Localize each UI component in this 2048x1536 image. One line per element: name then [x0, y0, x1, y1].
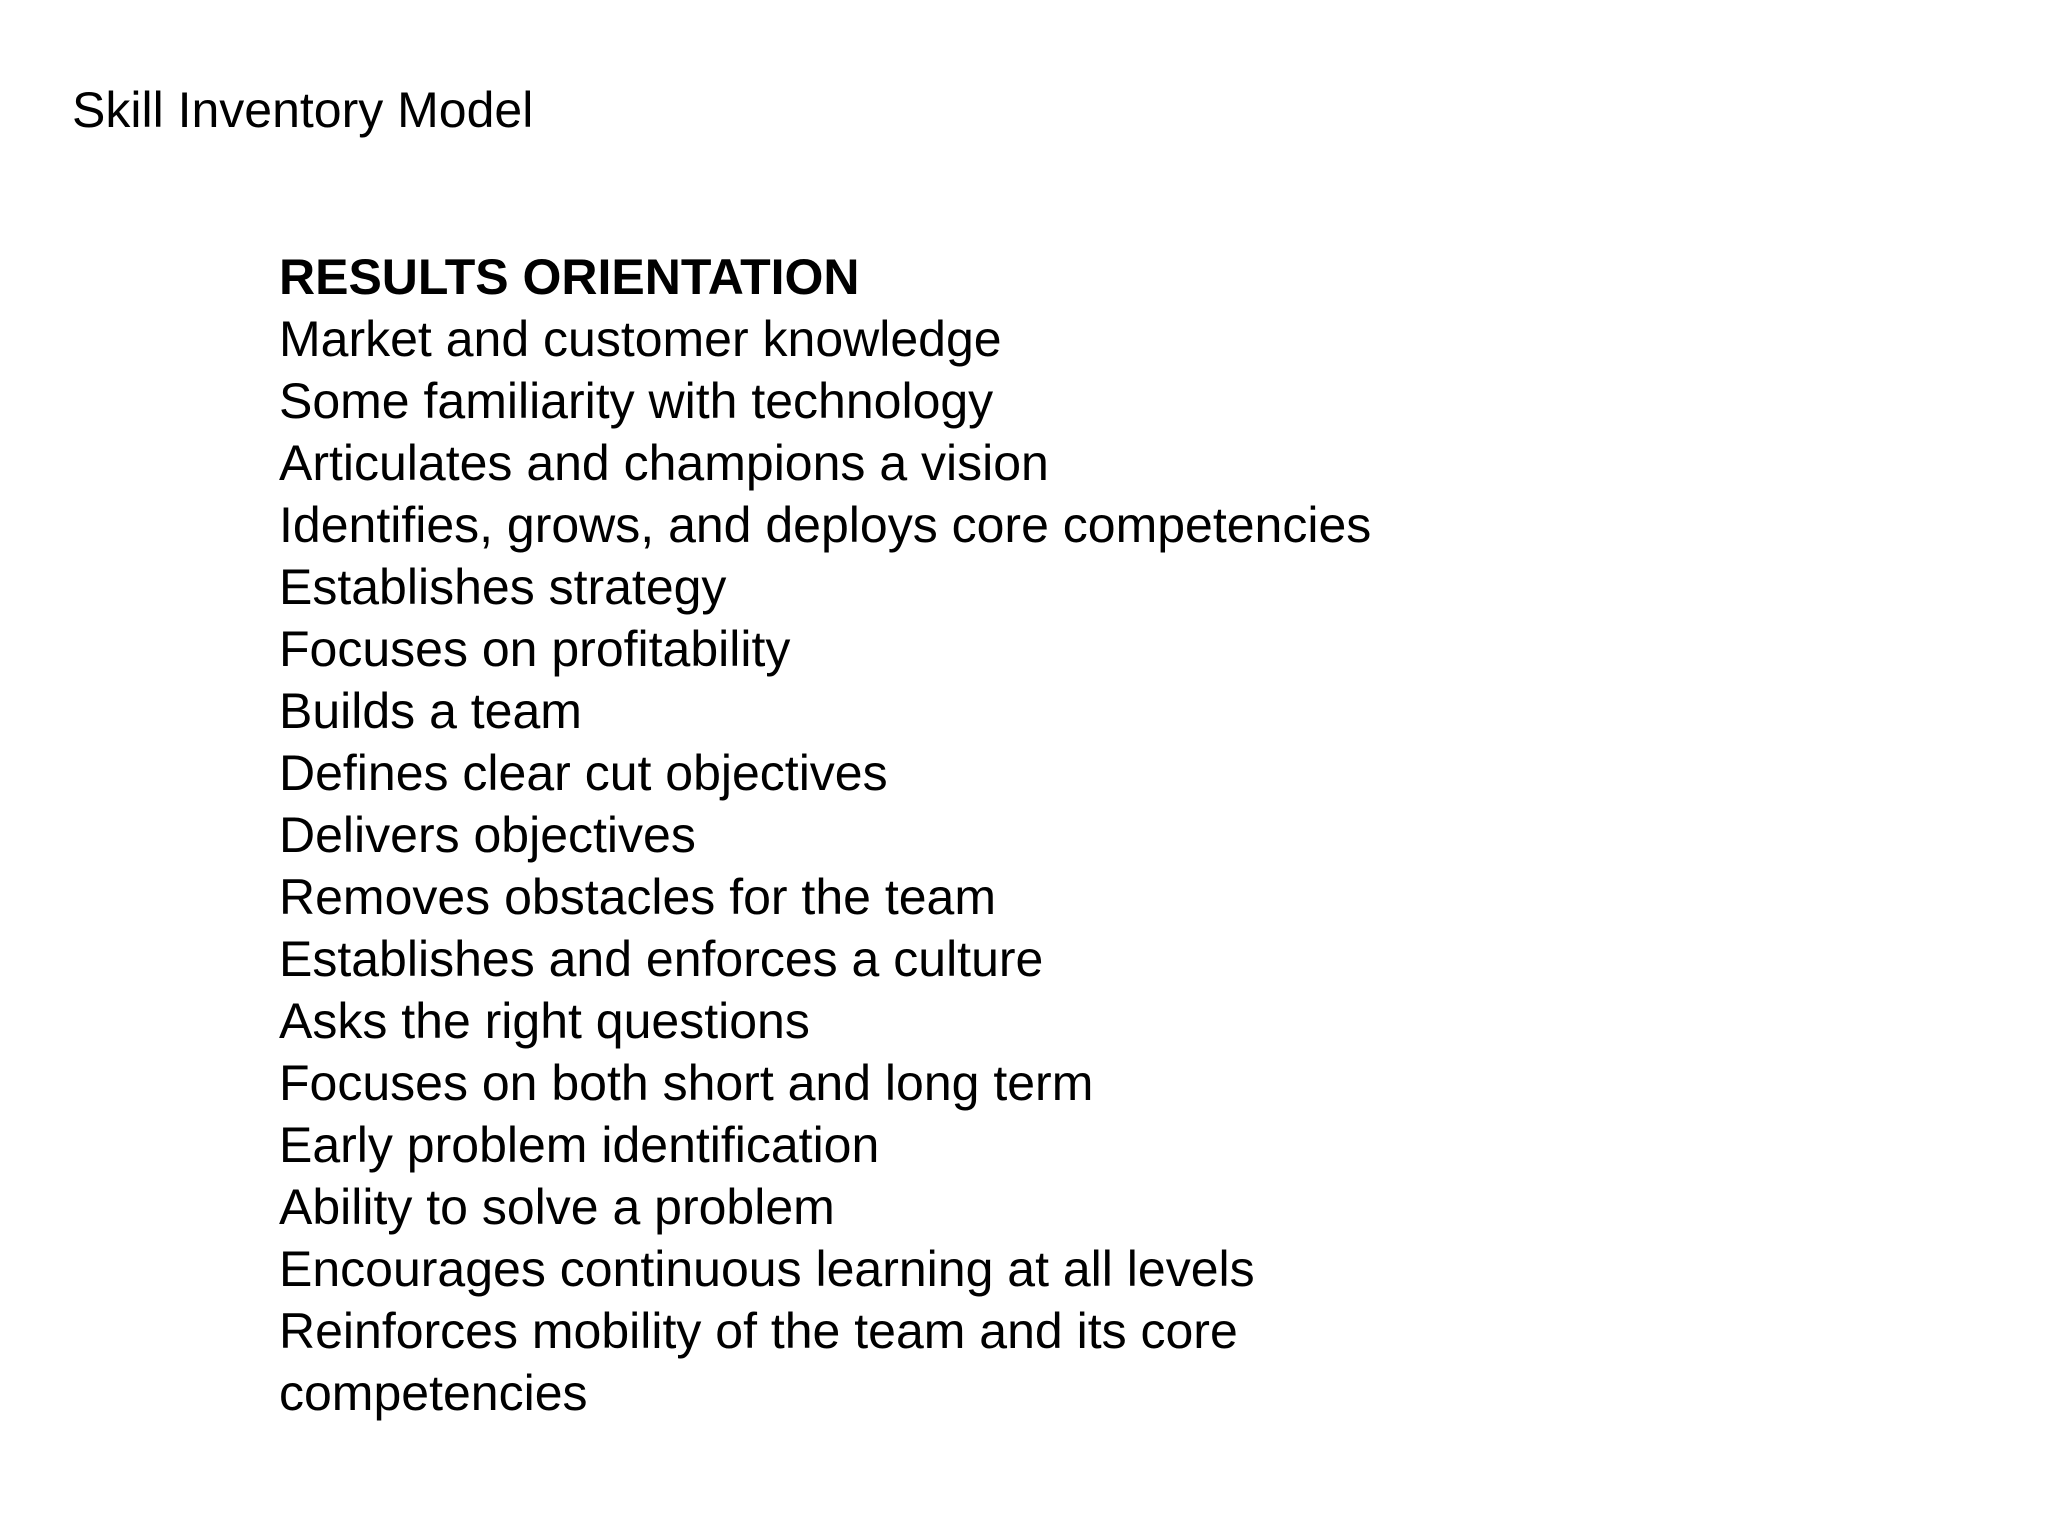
skill-item: Reinforces mobility of the team and its core competencies — [279, 1303, 1238, 1421]
section-heading: RESULTS ORIENTATION — [279, 249, 860, 305]
skill-item: Establishes strategy — [279, 559, 727, 615]
skill-item: Focuses on profitability — [279, 621, 791, 677]
slide-title: Skill Inventory Model — [72, 82, 534, 138]
skill-item: Focuses on both short and long term — [279, 1055, 1094, 1111]
skill-item: Removes obstacles for the team — [279, 869, 996, 925]
skill-item: Some familiarity with technology — [279, 373, 994, 429]
skill-item: Identifies, grows, and deploys core competencies — [279, 497, 1372, 553]
skill-item: Establishes and enforces a culture — [279, 931, 1044, 987]
skill-item: Asks the right questions — [279, 993, 810, 1049]
skill-item: Early problem identification — [279, 1117, 880, 1173]
skill-item: Defines clear cut objectives — [279, 745, 888, 801]
skill-list — [279, 308, 1579, 1424]
skill-item: Articulates and champions a vision — [279, 435, 1049, 491]
skill-item: Ability to solve a problem — [279, 1179, 835, 1235]
skill-item: Encourages continuous learning at all levels — [279, 1241, 1255, 1297]
skill-item: Builds a team — [279, 683, 582, 739]
skill-item: Market and customer knowledge — [279, 311, 1002, 367]
skills-section — [279, 246, 1579, 1424]
skill-item: Delivers objectives — [279, 807, 696, 863]
